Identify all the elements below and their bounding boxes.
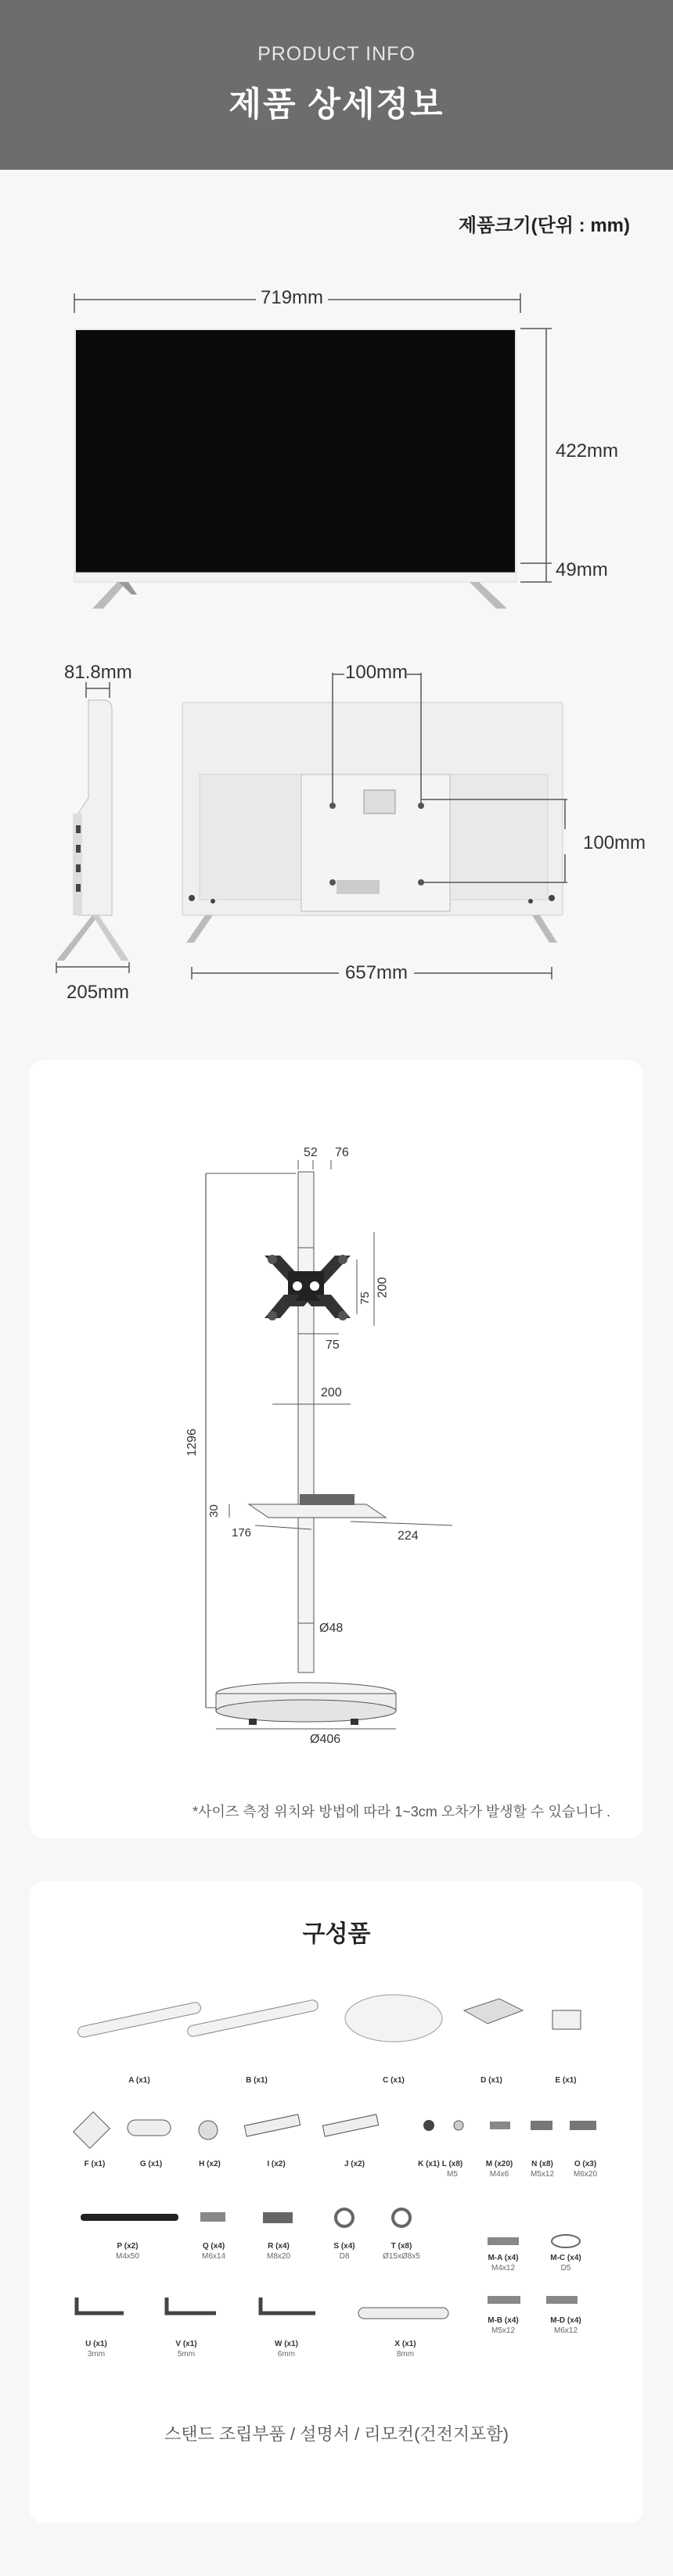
part-A: A (x1) (128, 2076, 150, 2085)
measurement-note: *사이즈 측정 위치와 방법에 따라 1~3cm 오차가 발생할 수 있습니다 . (193, 1804, 610, 1820)
part-M: M (x20) M4x6 (485, 2160, 513, 2179)
part-M-C: M-C (x4) D5 (550, 2254, 581, 2272)
part-H: H (x2) (199, 2160, 221, 2168)
tv-stand-height-label: 49mm (556, 559, 608, 580)
part-J: J (x2) (344, 2160, 365, 2168)
stand-pole-diameter: Ø48 (319, 1622, 344, 1635)
tv-foot-depth-label: 205mm (67, 982, 130, 1003)
part-R: R (x4) M8x20 (266, 2242, 290, 2261)
part-M-A: M-A (x4) M4x12 (488, 2254, 519, 2272)
tv-vesa-v-label: 100mm (583, 832, 646, 853)
part-M-D: M-D (x4) M6x12 (550, 2316, 581, 2335)
header-title: 제품 상세정보 (229, 86, 444, 124)
stand-height: 1296 (185, 1428, 199, 1457)
stand-vesa-inner-v: 75 (358, 1292, 372, 1305)
stand-diagram (30, 1060, 643, 1764)
part-G: G (x1) (139, 2160, 163, 2168)
part-O: O (x3) M6x20 (573, 2160, 597, 2179)
part-U: U (x1) 3mm (85, 2340, 107, 2359)
tv-width-label: 719mm (256, 287, 328, 309)
stand-top-b: 76 (335, 1146, 349, 1159)
part-K: K (x1) (418, 2160, 440, 2168)
part-F: F (x1) (84, 2160, 106, 2168)
stand-shelf-thickness: 30 (207, 1504, 221, 1518)
stand-dimension-card (30, 1060, 643, 1838)
tv-back-diagram (0, 0, 673, 1017)
part-X: X (x1) 8mm (394, 2340, 416, 2359)
part-W: W (x1) 6mm (275, 2340, 298, 2359)
part-S: S (x4) D8 (333, 2242, 355, 2261)
stand-vesa-inner: 75 (326, 1338, 340, 1352)
stand-vesa-outer-h: 200 (321, 1386, 342, 1399)
part-N: N (x8) M5x12 (530, 2160, 554, 2179)
part-V: V (x1) 5mm (175, 2340, 197, 2359)
stand-shelf-depth: 176 (232, 1526, 252, 1539)
unit-note: 제품크기(단위 : mm) (458, 215, 630, 236)
part-I: I (x2) (267, 2160, 286, 2168)
part-D: D (x1) (480, 2076, 502, 2085)
stand-vesa-outer-v: 200 (376, 1277, 390, 1299)
part-E: E (x1) (555, 2076, 577, 2085)
stand-top-a: 52 (304, 1146, 318, 1159)
tv-foot-width-label: 657mm (339, 962, 414, 984)
part-T: T (x8) Ø15xØ8x5 (383, 2242, 420, 2261)
tv-screen-height-label: 422mm (556, 440, 619, 462)
part-M-B: M-B (x4) M5x12 (488, 2316, 519, 2335)
header-subtitle: PRODUCT INFO (257, 43, 416, 65)
part-P: P (x2) M4x50 (115, 2242, 139, 2261)
tv-vesa-h-label: 100mm (345, 662, 408, 683)
part-C: C (x1) (383, 2076, 405, 2085)
stand-base-diameter: Ø406 (310, 1733, 341, 1746)
part-Q: Q (x4) M6x14 (201, 2242, 225, 2261)
components-card (30, 1881, 643, 2523)
components-title: 구성품 (302, 1921, 371, 1947)
part-B: B (x1) (246, 2076, 268, 2085)
stand-shelf-width: 224 (398, 1529, 419, 1543)
components-footer: 스탠드 조립부품 / 설명서 / 리모컨(건전지포함) (164, 2424, 509, 2444)
tv-depth-label: 81.8mm (64, 662, 132, 683)
part-L: L (x8) M5 (441, 2160, 463, 2179)
